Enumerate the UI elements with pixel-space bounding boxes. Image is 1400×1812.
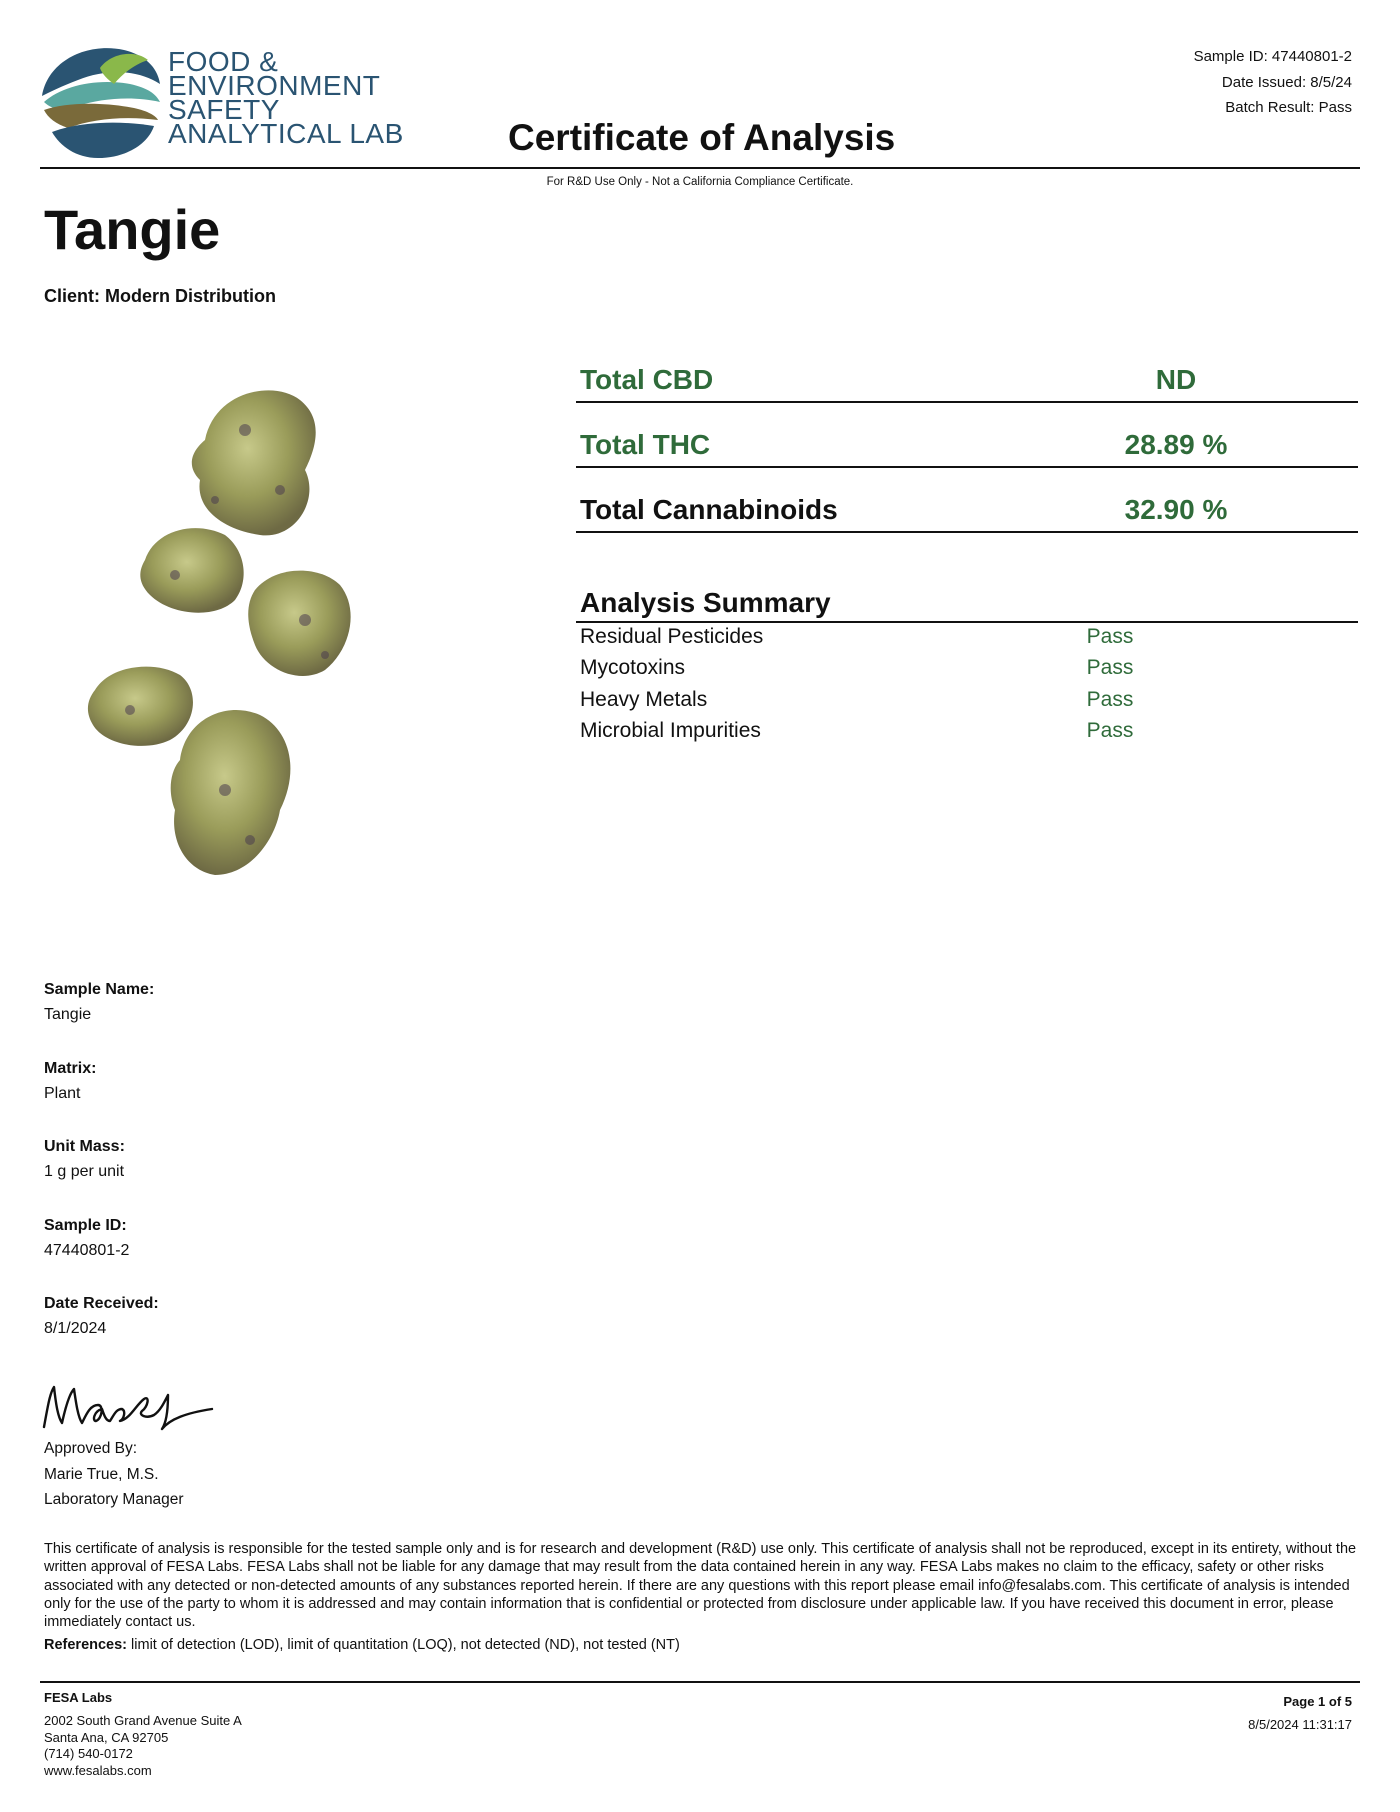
footer-timestamp: 8/5/2024 11:31:17 — [1248, 1717, 1352, 1732]
field-label: Unit Mass: — [44, 1138, 125, 1155]
test-name: Mycotoxins — [580, 656, 686, 680]
sample-id-line: Sample ID: 47440801-2 — [1193, 48, 1352, 65]
field-value: Plant — [44, 1084, 81, 1102]
approver-role: Laboratory Manager — [44, 1491, 184, 1508]
footer-page-info — [1248, 1690, 1352, 1736]
client-line: Client: Modern Distribution — [44, 286, 276, 306]
footer-address-line1: 2002 South Grand Avenue Suite A — [44, 1712, 242, 1728]
date-issued-line: Date Issued: 8/5/24 — [1221, 73, 1352, 91]
field-value: 1 g per unit — [44, 1163, 125, 1180]
disclaimer-text: This certificate of analysis is responsible for the tested sample only and is for research and development (R&D) use only. This certificate of analysis shall not be reproduced, except in its entirety, without the written approval of FESA Labs. FESA Labs shall not be liable for any damage that may result from the data contained herein in any way. FESA Labs makes no claim to the efficacy, safety or other risks associated with any detected or non-detected amounts of any substances reported herein. If there are any questions with this report please email info@fesalabs.com. This certificate of analysis is intended only for the use of the party to whom it is addressed and may contain information that is confidential or protected from disclosure under applicable law. If you have received this document in error, please immediately contact us. — [44, 1541, 1357, 1631]
analysis-summary-list — [580, 623, 1280, 748]
logo-line: ANALYTICAL LAB — [168, 118, 404, 149]
approved-by-label: Approved By: — [44, 1440, 138, 1457]
matrix-field — [44, 1059, 159, 1138]
total-cbd-value: ND — [1155, 364, 1197, 395]
footer-company: FESA Labs — [44, 1690, 113, 1705]
total-cannabinoids-value: 32.90 % — [1124, 494, 1228, 525]
references-text: limit of detection (LOD), limit of quantitation (LOQ), not detected (ND), not tested (NT) — [127, 1637, 680, 1653]
field-label: Sample ID: — [44, 1216, 127, 1234]
footer-website[interactable]: www.fesalabs.com — [44, 1763, 152, 1779]
references-line — [44, 1637, 680, 1653]
total-cannabinoids-row — [576, 485, 1358, 533]
header-meta — [1194, 44, 1352, 121]
field-value: 8/1/2024 — [44, 1320, 107, 1337]
sample-info — [44, 980, 159, 1373]
approver-name: Marie True, M.S. — [44, 1465, 159, 1483]
footer-address — [44, 1690, 242, 1780]
field-value: 47440801-2 — [44, 1241, 130, 1259]
logo-wordmark — [168, 46, 404, 149]
test-result: Pass — [1086, 718, 1134, 742]
test-name: Microbial Impurities — [580, 718, 761, 742]
analysis-summary-heading — [576, 580, 1358, 623]
list-item — [580, 686, 1280, 717]
logo-line: FOOD & — [168, 46, 279, 77]
product-photo — [75, 370, 495, 930]
product-name: Tangie — [44, 198, 221, 261]
rnd-note: For R&D Use Only - Not a California Compliance Certificate. — [546, 176, 854, 188]
total-cbd-label: Total CBD — [580, 364, 714, 395]
total-cbd-row — [576, 355, 1358, 403]
total-thc-row — [576, 420, 1358, 468]
batch-result-line: Batch Result: Pass — [1225, 99, 1352, 116]
test-name: Residual Pesticides — [580, 625, 764, 648]
logo-line: SAFETY — [168, 94, 280, 125]
total-thc-value: 28.89 % — [1124, 429, 1228, 460]
logo-line: ENVIRONMENT — [168, 70, 381, 101]
references-label: References: — [44, 1637, 128, 1653]
list-item — [580, 623, 1280, 654]
field-label: Sample Name: — [44, 981, 155, 998]
test-result: Pass — [1086, 625, 1134, 648]
test-name: Heavy Metals — [580, 687, 708, 711]
list-item — [580, 717, 1280, 748]
sample-name-field — [44, 980, 159, 1059]
total-cannabinoids-label: Total Cannabinoids — [580, 494, 838, 525]
header-divider — [40, 167, 1360, 169]
footer-divider — [40, 1681, 1360, 1683]
test-result: Pass — [1086, 656, 1134, 680]
field-value: Tangie — [44, 1006, 92, 1023]
approval-block — [44, 1436, 184, 1513]
test-result: Pass — [1086, 687, 1134, 711]
document-title: Certificate of Analysis — [508, 117, 896, 158]
analysis-summary-title: Analysis Summary — [580, 587, 831, 618]
footer-address-line2: Santa Ana, CA 92705 — [44, 1729, 169, 1745]
date-received-field — [44, 1294, 159, 1373]
field-label: Date Received: — [44, 1295, 159, 1312]
list-item — [580, 654, 1280, 685]
total-thc-label: Total THC — [580, 429, 711, 460]
signature — [40, 1375, 220, 1435]
unit-mass-field — [44, 1137, 159, 1216]
sample-id-field — [44, 1216, 159, 1295]
page-number: Page 1 of 5 — [1283, 1694, 1352, 1709]
footer-phone: (714) 540-0172 — [44, 1746, 133, 1762]
field-label: Matrix: — [44, 1059, 97, 1077]
